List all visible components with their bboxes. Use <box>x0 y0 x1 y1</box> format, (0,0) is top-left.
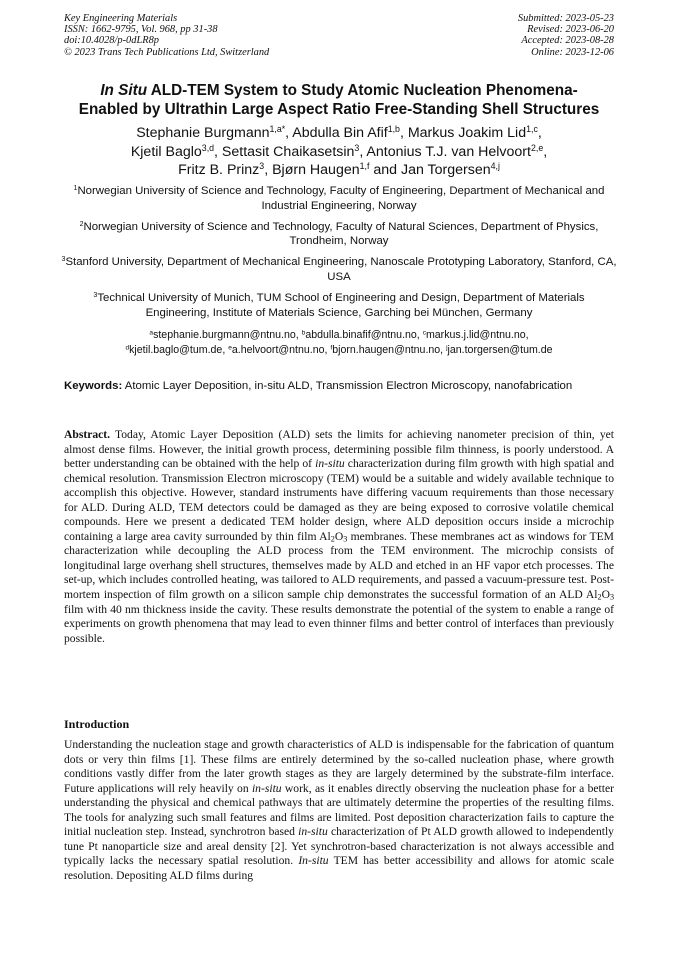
affiliation: $^1$Norwegian University of Science and Technology, Faculty of Engineering, Department of Mechanical and Industrial Engineering, Norway <box>73 185 605 212</box>
title-line2: Enabled by Ultrathin Large Aspect Ratio Free-Standing Shell Structures <box>78 100 600 118</box>
paper-title <box>40 82 638 119</box>
keywords <box>64 379 614 393</box>
author: Markus Joakim Lid$^{1,c}$, <box>407 124 542 141</box>
affiliation: $^2$Norwegian University of Science and Technology, Faculty of Natural Sciences, Department of Physics, Trondheim, Norway <box>79 220 599 248</box>
author-list <box>40 124 638 180</box>
email-address[interactable]: $^c$markus.j.lid@ntnu.no <box>422 329 526 341</box>
author: Settasit Chaikasetsin$^3$, <box>221 142 367 160</box>
email-address[interactable]: $^e$a.helvoort@ntnu.no <box>228 343 325 356</box>
text-run: work, as it enables directly observing the nucleation phase for a better understanding the physical and chemical pathways that are ultimately determine the properties of the resulting films. The tools for analyzing such small features and films are limited. Post deposition characterization fails to capture the initial nucleation step. Instead, synchrotron based <box>64 781 614 839</box>
subscript: 3 <box>343 534 348 544</box>
italic-text: In-situ <box>298 854 329 868</box>
affiliation: $^3$Technical University of Munich, TUM School of Engineering and Design, Department of Materials Engineering, Institute of Materials Science, Garching bei München, Germany <box>93 292 585 319</box>
introduction-paragraph <box>64 738 614 883</box>
keywords-text: Atomic Layer Deposition, in-situ ALD, Transmission Electron Microscopy, nanofabrication <box>122 380 573 392</box>
abstract-body <box>64 428 614 645</box>
author: Abdulla Bin Afif$^{1,b}$, <box>292 124 408 141</box>
italic-text: in-situ <box>298 825 328 839</box>
date-revised: Revised: 2023-06-20 <box>527 24 614 36</box>
author: Kjetil Baglo$^{3,d}$, <box>130 142 222 160</box>
journal-issn: ISSN: 1662-9795, Vol. 968, pp 31-38 <box>64 24 218 36</box>
author: Fritz B. Prinz$^3$, <box>178 161 273 179</box>
text-run: O <box>601 588 610 602</box>
affiliations <box>60 184 618 327</box>
journal-copyright: © 2023 Trans Tech Publications Ltd, Switzerland <box>64 46 270 58</box>
italic-text: in-situ <box>251 781 282 795</box>
email-address[interactable]: $^f$bjorn.haugen@ntnu.no <box>330 343 441 356</box>
affiliation: $^3$Stanford University, Department of Mechanical Engineering, Nanoscale Prototyping Laboratory, Stanford, CA, USA <box>61 256 617 283</box>
author: Bjørn Haugen$^{1,f}$ and <box>272 161 401 179</box>
date-online: Online: 2023-12-06 <box>531 46 614 58</box>
text-run: Today, Atomic Layer Deposition (ALD) sets the limits for achieving nanometer precision of thin, yet almost dense films. However, the initial growth process, determining possible film thinness, is poorly understood. A better understanding can be obtained with the help of <box>64 428 614 471</box>
email-address[interactable]: $^d$kjetil.baglo@tum.de <box>125 343 223 356</box>
email-address[interactable]: $^a$stephanie.burgmann@ntnu.no <box>149 329 296 341</box>
subscript: 2 <box>597 592 602 602</box>
journal-header <box>64 13 269 58</box>
author: Antonius T.J. van Helvoort$^{2,e}$, <box>366 142 548 160</box>
text-run: Understanding the nucleation stage and growth characteristics of ALD is indispensable for the fabrication of quantum dots or very thin films [1]. These films are entirely determined by the so-called nucleation phase, where growth conditions vastly differ from the later growth stages as they are largely determined by the substrate-film interface. Future applications will rely heavily on <box>64 738 614 795</box>
title-italic: In Situ <box>100 82 148 99</box>
date-accepted: Accepted: 2023-08-28 <box>521 35 614 47</box>
text-run: characterization during film growth with high spatial and chemical resolution. Transmission Electron microscopy (TEM) would be a suitable and widely available technique to accomplish this objective. However, standard instruments have differing vacuum requirements than those necessary for ALD. During ALD, TEM detectors could be damaged as they are being exposed to corrosive volatile chemical compounds. Here we present a dedicated TEM holder design, where ALD deposition occurs inside a microchip containing a large area cavity surrounded by thin film Al <box>64 457 614 543</box>
author: Jan Torgersen$^{4,j}$ <box>400 161 500 179</box>
abstract-label: Abstract. <box>64 428 111 441</box>
email-address[interactable]: $^j$jan.torgersen@tum.de <box>446 343 553 356</box>
dates-header <box>518 13 614 58</box>
introduction-body <box>64 738 614 883</box>
email-list: $^a$stephanie.burgmann@ntnu.no, $^b$abdulla.binafif@ntnu.no, $^c$markus.j.lid@ntnu.no, $^d$kjetil.baglo@tum.de, $^e$a.helvoort@ntnu.no, $^f$bjorn.haugen@ntnu.no, $^j$jan.torgersen@tum.de <box>125 329 553 356</box>
title-line1: ALD-TEM System to Study Atomic Nucleation Phenomena- <box>147 82 578 99</box>
text-run: TEM has better accessibility and allows for atomic scale resolution. Depositing ALD films during <box>64 854 614 882</box>
abstract <box>64 428 614 646</box>
text-run: characterization of Pt ALD growth allowed to independently tune Pt nanoparticle size and areal density [2]. Yet synchrotron-based characterization is not always accessible and typically lacks the necessary spatial resolution. <box>64 825 614 868</box>
author: Stephanie Burgmann$^{1,a*}$, <box>136 124 293 141</box>
text-run: O <box>334 529 344 543</box>
journal-doi[interactable]: doi:10.4028/p-0dLR8p <box>64 35 159 47</box>
keywords-label: Keywords: <box>64 380 123 392</box>
subscript: 3 <box>609 592 614 602</box>
text-run: membranes. These membranes act as windows for TEM characterization while decoupling the ALD process from the TEM environment. The microchip consists of longitudinal large overhang shell structures, themselves made by ALD and etched in an HF vapor etch processes. The set-up, which includes controlled heating, was tailored to ALD requirements, and passed a vacuum-pressure test. Post-mortem inspection of film growth on a silicon sample chip demonstrates the successful formation of an ALD Al <box>64 529 614 602</box>
italic-text: in-situ <box>315 457 345 471</box>
email-address[interactable]: $^b$abdulla.binafif@ntnu.no <box>301 329 417 341</box>
text-run: film with 40 nm thickness inside the cavity. These results demonstrate the potential of the system to enable a range of experiments on growth phenomena that may lead to even thinner films and better control of interfaces than previously possible. <box>64 602 614 645</box>
subscript: 2 <box>330 534 335 544</box>
journal-name: Key Engineering Materials <box>64 13 178 24</box>
section-heading-introduction: Introduction <box>64 717 130 731</box>
date-submitted: Submitted: 2023-05-23 <box>517 13 614 24</box>
